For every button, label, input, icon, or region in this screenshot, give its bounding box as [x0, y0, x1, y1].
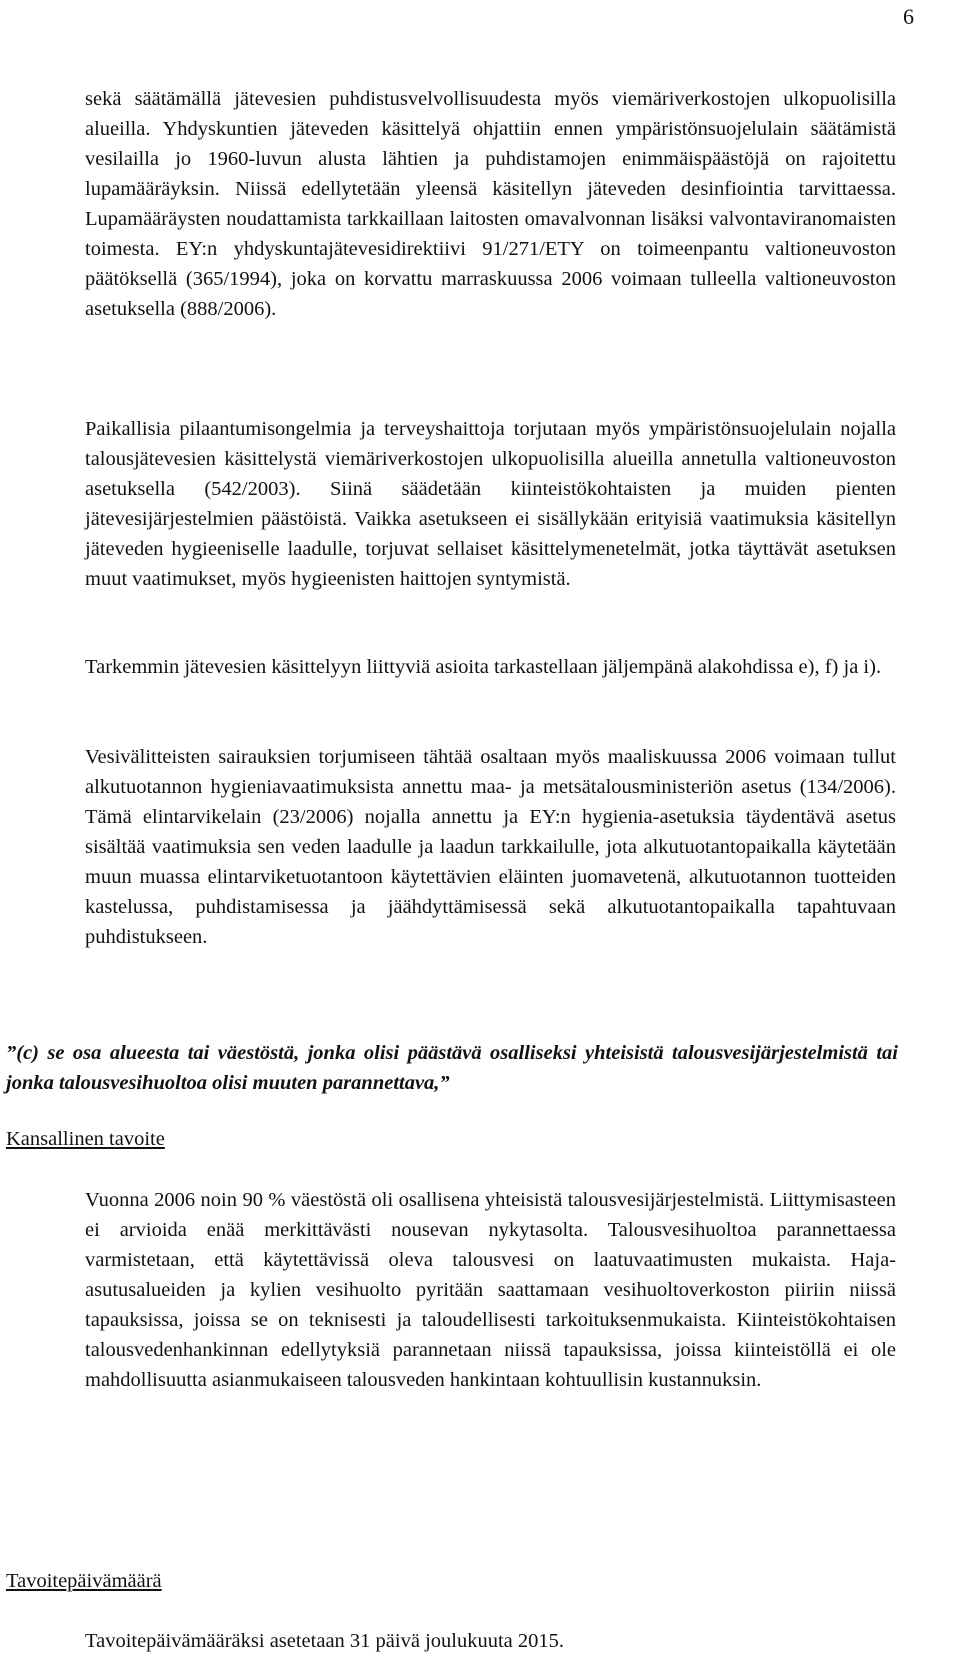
paragraph-waterborne-diseases: Vesivälitteisten sairauksien torjumiseen tähtää osaltaan myös maaliskuussa 2006 voimaan tullut alkutuotannon hygieniavaatimuksista annettu maa- ja metsätalousministeriön asetus (134/2006). Tämä elintarvikelain (23/2006) nojalla annettu ja EY:n hygienia-asetuksia täydentävä asetus sisältää vaatimuksia sen veden laadulle ja laadun tarkkailulle, jota alkutuotantopaikalla käytetään muun muassa elintarviketuotantoon käytettävien eläinten juomavetenä, alkutuotannon tuotteiden kastelussa, puhdistamisessa ja jäähdyttämisessä sekä alkutuotantopaikalla tapahtuvaan puhdistukseen. — [85, 746, 896, 948]
paragraph-wastewater-regulation: sekä säätämällä jätevesien puhdistusvelvollisuudesta myös viemäriverkostojen ulkopuolisilla alueilla. Yhdyskuntien jäteveden käsittelyä ohjattiin ennen ympäristönsuojelulain säätämistä vesilailla jo 1960-luvun alusta lähtien ja puhdistamojen enimmäispäästöjä on rajoitettu lupamääräyksin. Niissä edellytetään yleensä käsitellyn jäteveden desinfiointia tarvittaessa. Lupamääräysten noudattamista tarkkaillaan laitosten omavalvonnan lisäksi valvontaviranomaisten toimesta. EY:n yhdyskuntajätevesidirektiivi 91/271/ETY on toimeenpantu valtioneuvoston päätöksellä (365/1994), joka on korvattu marraskuussa 2006 voimaan tulleella valtioneuvoston asetuksella (888/2006). — [85, 88, 896, 320]
paragraph-local-pollution: Paikallisia pilaantumisongelmia ja terveyshaittoja torjutaan myös ympäristönsuojelulain nojalla talousjätevesien käsittelystä viemäriverkostojen ulkopuolisilla alueilla annetulla valtioneuvoston asetuksella (542/2003). Siinä säädetään kiinteistökohtaisten ja muiden pienten jätevesijärjestelmien päästöistä. Vaikka asetukseen ei sisällykään erityisiä vaatimuksia käsitellyn jäteveden hygieeniselle laadulle, torjuvat sellaiset käsittelymenetelmät, jotka täyttävät asetuksen muut vaatimukset, myös hygieenisten haittojen syntymistä. — [85, 418, 896, 590]
paragraph-further-treatment: Tarkemmin jätevesien käsittelyyn liittyviä asioita tarkastellaan jäljempänä alakohdissa e), f) ja i). — [85, 656, 882, 678]
section-label-target-date: Tavoitepäivämäärä — [6, 1570, 162, 1592]
paragraph-target-date: Tavoitepäivämääräksi asetetaan 31 päivä joulukuuta 2015. — [85, 1630, 565, 1652]
section-label-national-goal: Kansallinen tavoite — [6, 1128, 165, 1150]
page-number: 6 — [903, 4, 914, 29]
paragraph-national-goal: Vuonna 2006 noin 90 % väestöstä oli osallisena yhteisistä talousvesijärjestelmistä. Liittymisasteen ei arvioida enää merkittävästi nousevan nykytasolta. Talousvesihuoltoa parannettaessa varmistetaan, että käytettävissä oleva talousvesi on laatuvaatimusten mukaista. Haja-asutusalueiden ja kylien vesihuolto pyritään saattamaan vesihuoltoverkoston piiriin niissä tapauksissa, joissa se on teknisesti ja taloudellisesti tarkoituksenmukaista. Kiinteistökohtaisen talousvedenhankinnan edellytyksiä parannetaan niissä tapauksissa, joissa kiinteistöllä ei ole mahdollisuutta asianmukaiseen talousveden hankintaan kohtuullisin kustannuksin. — [85, 1189, 896, 1391]
section-heading-c: ”(c) se osa alueesta tai väestöstä, jonka olisi päästävä osalliseksi yhteisistä talousvesijärjestelmistä tai jonka talousvesihuoltoa olisi muuten parannettava,” — [6, 1042, 898, 1094]
